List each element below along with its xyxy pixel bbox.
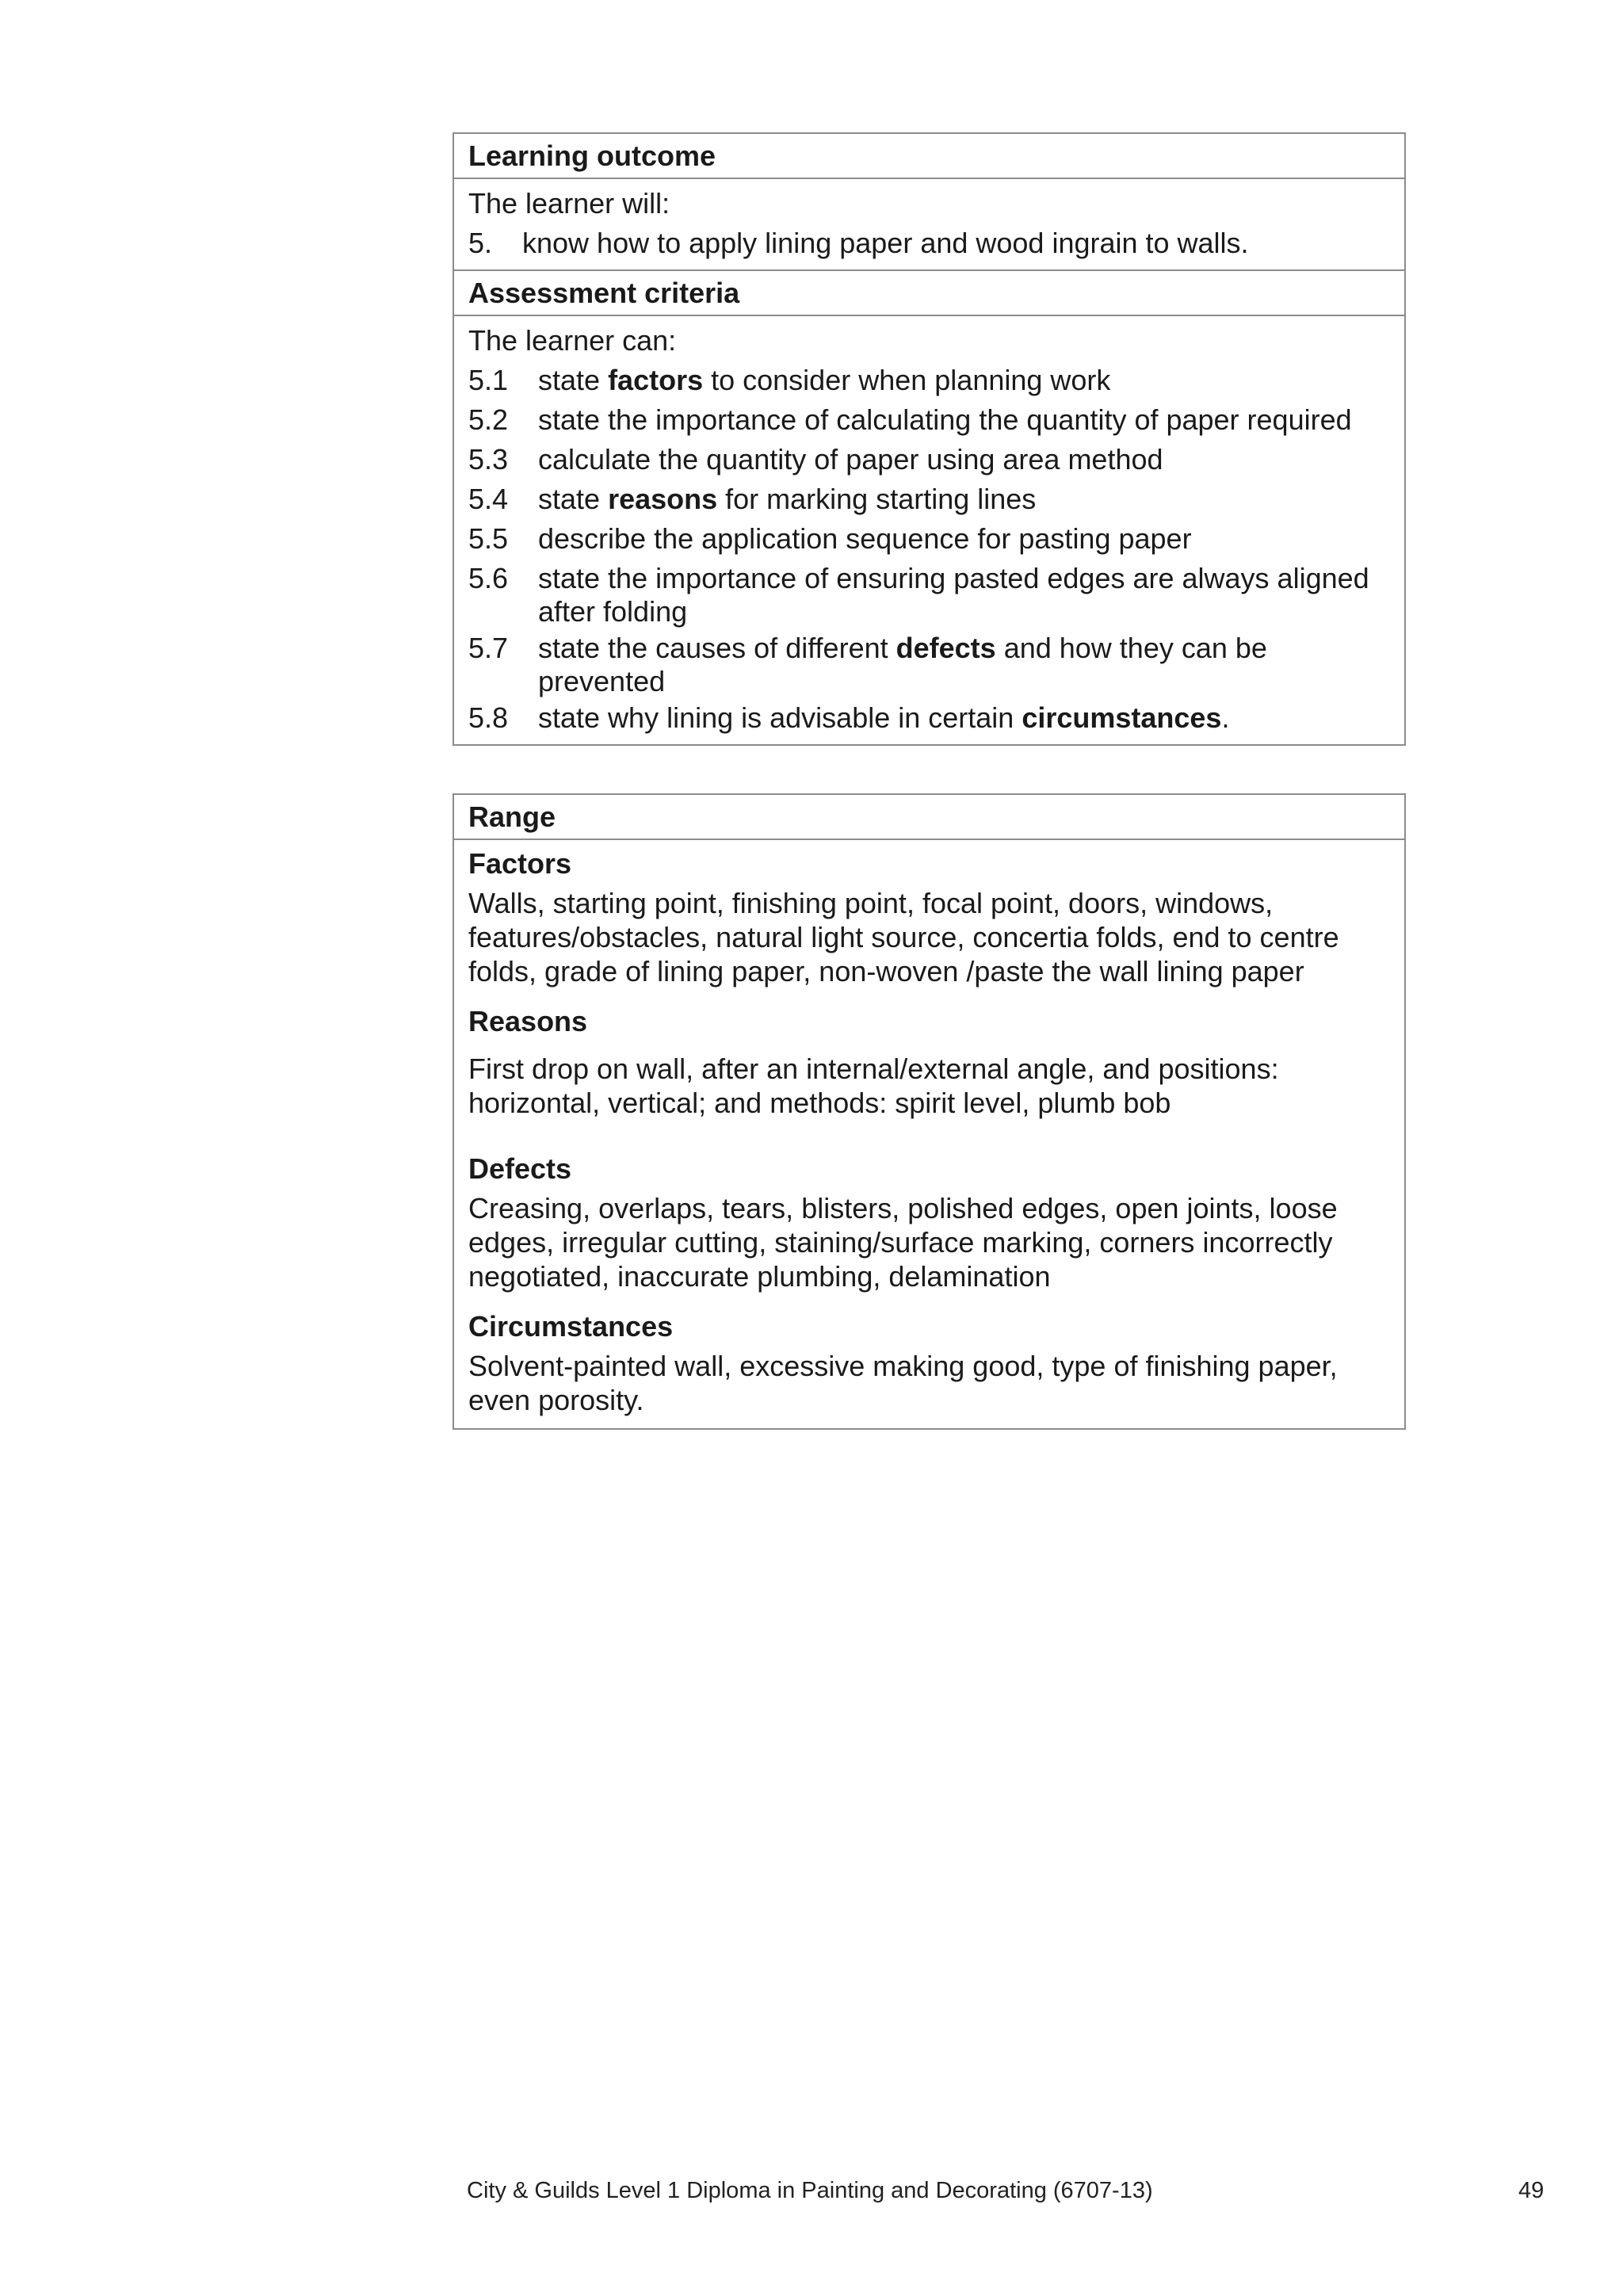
criterion-text: state factors to consider when planning work xyxy=(538,364,1111,396)
criterion-text: state the causes of different defects and how they can be prevented xyxy=(538,632,1267,697)
criterion-number: 5.8 xyxy=(468,701,509,734)
criterion-text: state the importance of ensuring pasted edges are always aligned after folding xyxy=(538,562,1369,628)
reasons-text: First drop on wall, after an internal/external angle, and positions: horizontal, vertical; and methods: spirit level, plumb bob xyxy=(468,1052,1279,1119)
defects-title: Defects xyxy=(468,1152,572,1185)
range-section xyxy=(454,840,1404,1428)
assessment-criteria-intro: The learner can: xyxy=(468,324,677,357)
criterion-item xyxy=(468,698,1390,738)
page-number: 49 xyxy=(1518,2178,1545,2203)
defects-text: Creasing, overlaps, tears, blisters, polished edges, open joints, loose edges, irregular cutting, staining/surface marking, corners incorrectly negotiated, inaccurate plumbing, delamination xyxy=(468,1192,1338,1293)
learning-outcome-table xyxy=(453,132,1406,746)
range-table xyxy=(453,793,1406,1430)
assessment-criteria-heading: Assessment criteria xyxy=(454,271,1404,316)
criterion-item xyxy=(468,479,1390,519)
assessment-criteria-section xyxy=(454,316,1404,744)
criterion-number: 5.2 xyxy=(468,403,509,436)
reasons-title: Reasons xyxy=(468,1005,588,1037)
range-heading: Range xyxy=(454,795,1404,840)
factors-title: Factors xyxy=(468,847,572,880)
criterion-item xyxy=(468,519,1390,559)
criterion-number: 5.4 xyxy=(468,483,509,515)
factors-text: Walls, starting point, finishing point, focal point, doors, windows, features/obstacles, natural light source, concertia folds, end to centre folds, grade of lining paper, non-woven /paste the wall lining paper xyxy=(468,887,1339,988)
criterion-text: state reasons for marking starting lines xyxy=(538,483,1037,515)
criterion-text: state the importance of calculating the quantity of paper required xyxy=(538,403,1352,436)
criterion-text: describe the application sequence for pasting paper xyxy=(538,522,1192,555)
learning-outcome-number: 5. xyxy=(468,227,493,259)
criterion-item xyxy=(468,361,1390,400)
learning-outcome-heading: Learning outcome xyxy=(454,134,1404,179)
criterion-item xyxy=(468,400,1390,440)
criterion-item xyxy=(468,628,1390,698)
circumstances-text: Solvent-painted wall, excessive making good, type of finishing paper, even porosity. xyxy=(468,1350,1338,1416)
learning-outcome-text: know how to apply lining paper and wood ingrain to walls. xyxy=(522,227,1249,259)
criterion-item xyxy=(468,559,1390,628)
criterion-number: 5.5 xyxy=(468,522,509,555)
learning-outcome-item xyxy=(468,223,1390,263)
learning-outcome-section xyxy=(454,179,1404,271)
circumstances-title: Circumstances xyxy=(468,1310,674,1343)
learning-outcome-intro: The learner will: xyxy=(468,187,670,220)
criterion-number: 5.3 xyxy=(468,443,509,476)
criterion-number: 5.6 xyxy=(468,562,509,594)
criterion-item xyxy=(468,440,1390,479)
criteria-list xyxy=(468,361,1390,738)
criterion-number: 5.1 xyxy=(468,364,509,396)
criterion-text: calculate the quantity of paper using area method xyxy=(538,443,1163,476)
criterion-text: state why lining is advisable in certain circumstances. xyxy=(538,701,1230,734)
criterion-number: 5.7 xyxy=(468,632,509,664)
footer-title: City & Guilds Level 1 Diploma in Painting and Decorating (6707-13) xyxy=(467,2178,1153,2203)
